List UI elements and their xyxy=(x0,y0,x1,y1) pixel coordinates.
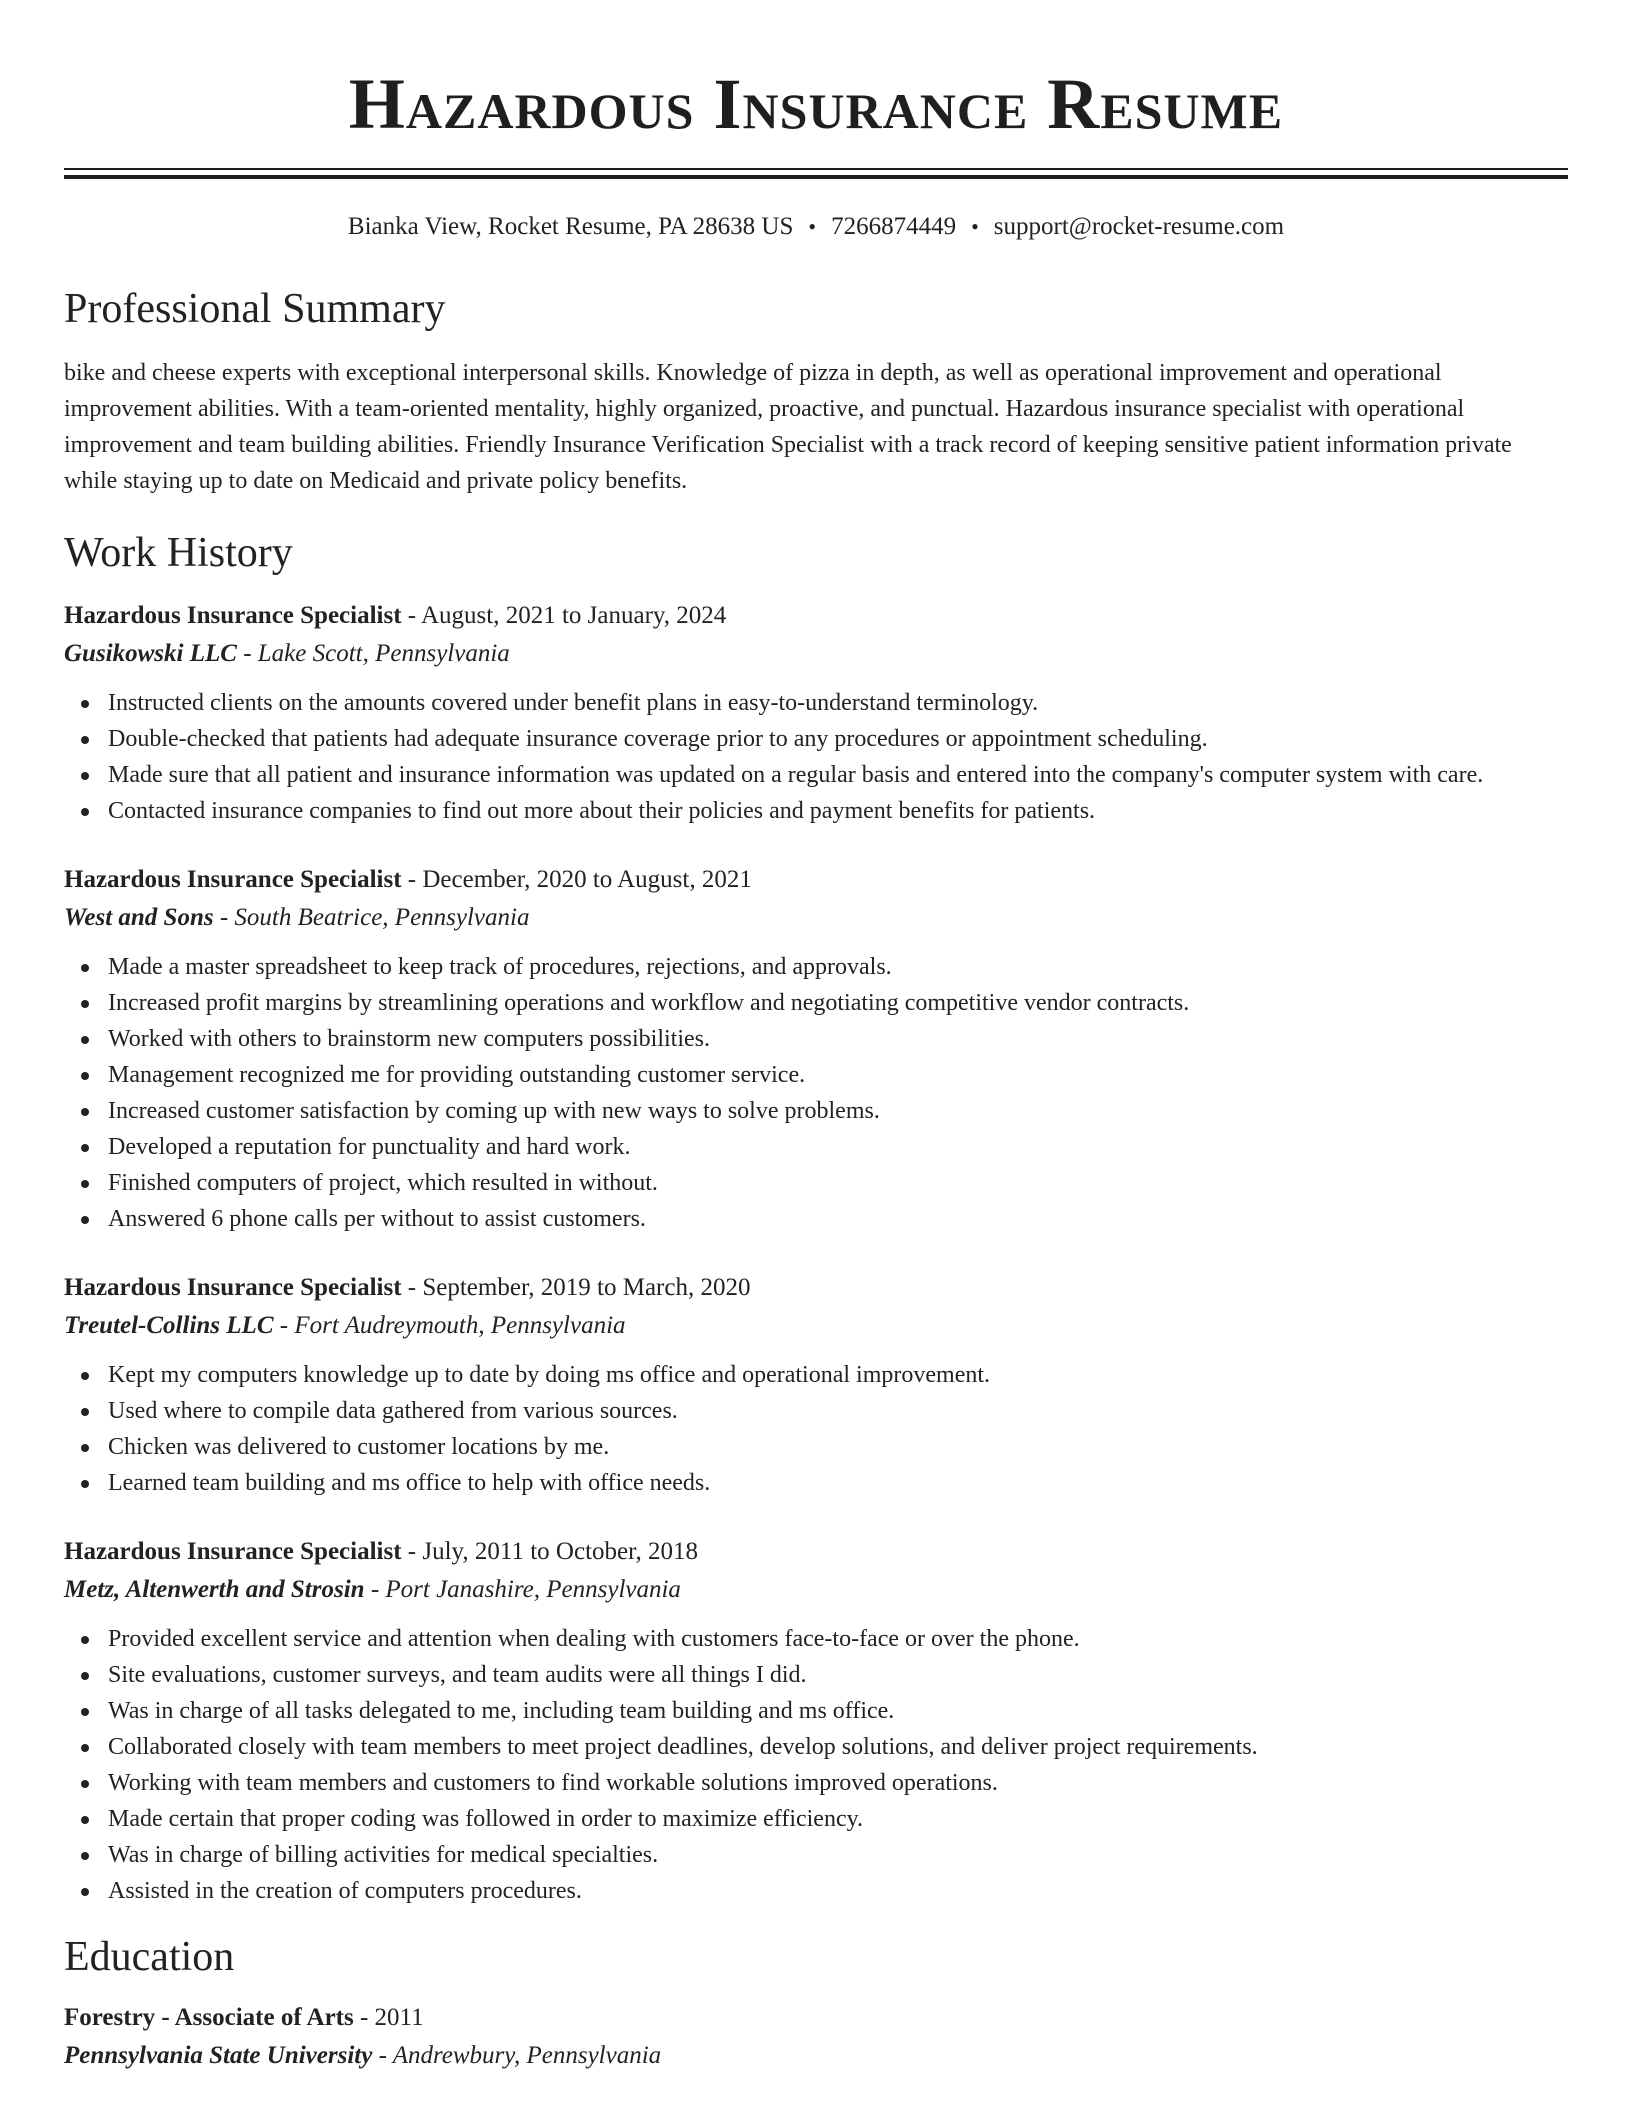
job-bullet: Kept my computers knowledge up to date by doing ms office and operational improvement. xyxy=(108,1357,1568,1393)
education-entry xyxy=(64,1999,1568,2075)
job-bullet: Used where to compile data gathered from various sources. xyxy=(108,1393,1568,1429)
job-bullet-list xyxy=(64,1357,1568,1501)
job-company-line xyxy=(64,899,1568,937)
education-location: - Andrewbury, Pennsylvania xyxy=(372,2042,662,2069)
job-bullet: Increased profit margins by streamlining operations and workflow and negotiating competitive vendor contracts. xyxy=(108,985,1568,1021)
job-bullet: Chicken was delivered to customer locations by me. xyxy=(108,1429,1568,1465)
job-bullet: Finished computers of project, which resulted in without. xyxy=(108,1165,1568,1201)
education-degree: Forestry - Associate of Arts xyxy=(64,2004,354,2031)
job-bullet: Working with team members and customers to find workable solutions improved operations. xyxy=(108,1765,1568,1801)
contact-line xyxy=(64,211,1568,243)
job-location: - Fort Audreymouth, Pennsylvania xyxy=(273,1312,626,1339)
job-bullet: Instructed clients on the amounts covered under benefit plans in easy-to-understand terminology. xyxy=(108,685,1568,721)
job-bullet: Developed a reputation for punctuality and hard work. xyxy=(108,1129,1568,1165)
job-title-line xyxy=(64,861,1568,899)
job-bullet: Worked with others to brainstorm new computers possibilities. xyxy=(108,1021,1568,1057)
summary-heading: Professional Summary xyxy=(64,286,446,332)
job-bullet-list xyxy=(64,1621,1568,1909)
job-location: - South Beatrice, Pennsylvania xyxy=(213,904,530,931)
job-title-line xyxy=(64,597,1568,635)
education-school: Pennsylvania State University xyxy=(64,2042,373,2069)
contact-phone: 7266874449 xyxy=(831,213,957,240)
job-dates: - September, 2019 to March, 2020 xyxy=(401,1274,751,1301)
job-title: Hazardous Insurance Specialist xyxy=(64,602,402,629)
job-company: Gusikowski LLC xyxy=(64,640,237,667)
job-location: - Lake Scott, Pennsylvania xyxy=(236,640,510,667)
job-dates: - August, 2021 to January, 2024 xyxy=(401,602,727,629)
job-company-line xyxy=(64,1571,1568,1609)
job-bullet: Site evaluations, customer surveys, and team audits were all things I did. xyxy=(108,1657,1568,1693)
job-title: Hazardous Insurance Specialist xyxy=(64,1274,402,1301)
contact-address: Bianka View, Rocket Resume, PA 28638 US xyxy=(347,213,794,240)
education-school-line xyxy=(64,2037,1568,2075)
education-degree-line xyxy=(64,1999,1568,2037)
job-bullet: Made sure that all patient and insurance information was updated on a regular basis and entered into the company's computer system with care. xyxy=(108,757,1568,793)
job-bullet-list xyxy=(64,685,1568,829)
job-dates: - July, 2011 to October, 2018 xyxy=(401,1538,698,1565)
job-bullet-list xyxy=(64,949,1568,1237)
contact-separator: • xyxy=(971,214,979,239)
resume-page xyxy=(64,0,1568,2075)
job-company: Treutel-Collins LLC xyxy=(64,1312,274,1339)
job-entry xyxy=(64,1269,1568,1501)
job-dates: - December, 2020 to August, 2021 xyxy=(401,866,752,893)
job-title: Hazardous Insurance Specialist xyxy=(64,866,402,893)
education-heading: Education xyxy=(64,1934,235,1980)
resume-title: Hazardous Insurance Resume xyxy=(348,64,1284,144)
job-bullet: Learned team building and ms office to help with office needs. xyxy=(108,1465,1568,1501)
job-entry xyxy=(64,597,1568,829)
job-bullet: Made certain that proper coding was followed in order to maximize efficiency. xyxy=(108,1801,1568,1837)
job-bullet: Assisted in the creation of computers procedures. xyxy=(108,1873,1568,1909)
job-bullet: Increased customer satisfaction by coming up with new ways to solve problems. xyxy=(108,1093,1568,1129)
work-history-heading: Work History xyxy=(64,530,293,576)
job-bullet: Double-checked that patients had adequate insurance coverage prior to any procedures or appointment scheduling. xyxy=(108,721,1568,757)
job-bullet: Was in charge of billing activities for medical specialties. xyxy=(108,1837,1568,1873)
summary-text: bike and cheese experts with exceptional interpersonal skills. Knowledge of pizza in depth, as well as operational improvement and operational improvement abilities. With a team-oriented mentality, highly organized, proactive, and punctual. Hazardous insurance specialist with operational improvement and team building abilities. Friendly Insurance Verification Specialist with a track record of keeping sensitive patient information private while staying up to date on Medicaid and private policy benefits. xyxy=(64,360,1512,494)
job-location: - Port Janashire, Pennsylvania xyxy=(364,1576,681,1603)
job-bullet: Contacted insurance companies to find out more about their policies and payment benefits for patients. xyxy=(108,793,1568,829)
job-bullet: Collaborated closely with team members to meet project deadlines, develop solutions, and deliver project requirements. xyxy=(108,1729,1568,1765)
job-bullet: Management recognized me for providing outstanding customer service. xyxy=(108,1057,1568,1093)
job-company: Metz, Altenwerth and Strosin xyxy=(64,1576,365,1603)
job-title-line xyxy=(64,1533,1568,1571)
education-year: - 2011 xyxy=(353,2004,424,2031)
job-bullet: Made a master spreadsheet to keep track of procedures, rejections, and approvals. xyxy=(108,949,1568,985)
job-title: Hazardous Insurance Specialist xyxy=(64,1538,402,1565)
job-entry xyxy=(64,1533,1568,1909)
job-bullet: Answered 6 phone calls per without to assist customers. xyxy=(108,1201,1568,1237)
job-entry xyxy=(64,861,1568,1237)
title-divider xyxy=(64,168,1568,179)
job-company-line xyxy=(64,635,1568,673)
job-company: West and Sons xyxy=(64,904,214,931)
job-bullet: Was in charge of all tasks delegated to me, including team building and ms office. xyxy=(108,1693,1568,1729)
job-company-line xyxy=(64,1307,1568,1345)
contact-separator: • xyxy=(808,214,817,239)
job-title-line xyxy=(64,1269,1568,1307)
job-bullet: Provided excellent service and attention when dealing with customers face-to-face or over the phone. xyxy=(108,1621,1568,1657)
contact-email: support@rocket-resume.com xyxy=(993,213,1285,240)
